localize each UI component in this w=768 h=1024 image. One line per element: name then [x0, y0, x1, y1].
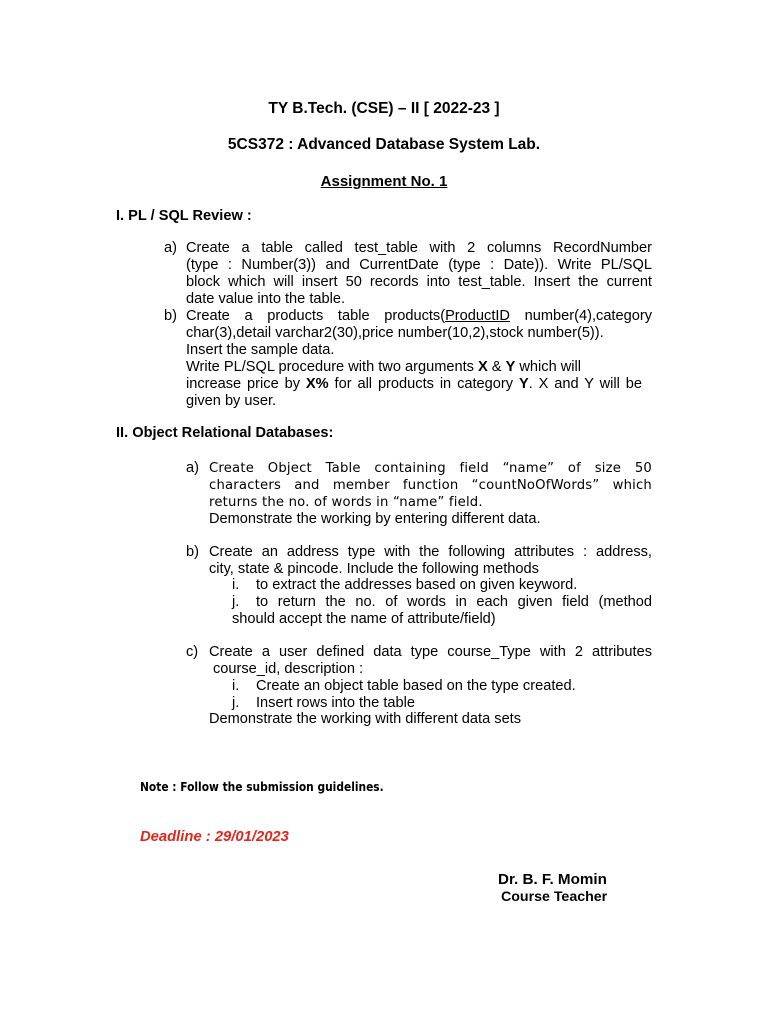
text-span: Write PL/SQL procedure with two arguments	[186, 359, 479, 375]
item-text-line: should accept the name of attribute/field)	[232, 611, 496, 627]
item-text-line: characters and member function “countNoOfWords” which	[209, 478, 652, 493]
item-text-line: Create a table called test_table with 2 columns RecordNumber	[186, 240, 652, 256]
item-text-line	[186, 308, 652, 325]
submission-note: Note : Follow the submission guidelines.	[140, 779, 384, 794]
item-marker: b)	[164, 308, 177, 324]
sub-marker: i.	[232, 577, 240, 593]
sub-marker: j.	[232, 695, 240, 711]
program-title: TY B.Tech. (CSE) – II [ 2022-23 ]	[268, 100, 500, 117]
item-text-line: date value into the table.	[186, 291, 346, 307]
sub-marker: j.	[232, 594, 240, 610]
text-span: &	[487, 359, 506, 375]
sub-marker: i.	[232, 678, 240, 694]
item-text-line: Create a user defined data type course_Type with 2 attributes	[209, 644, 652, 660]
item-text-line	[186, 376, 642, 393]
item-text-line: to return the no. of words in each given field (method	[256, 594, 652, 610]
text-span: increase price by	[186, 376, 306, 392]
item-text-line: (type : Number(3)) and CurrentDate (type : Date)). Write PL/SQL	[186, 257, 652, 273]
item-text-line: city, state & pincode. Include the following methods	[209, 561, 539, 577]
bold-x-percent: X%	[305, 376, 329, 392]
bold-x: X	[478, 359, 488, 375]
bold-y: Y	[505, 359, 516, 375]
bold-y: Y	[518, 376, 529, 392]
section1-heading: I. PL / SQL Review :	[116, 208, 252, 224]
item-text-line: Create Object Table containing field “name” of size 50	[209, 461, 652, 476]
text-span: Create a products table products(	[186, 308, 446, 324]
product-id-underlined: ProductID	[445, 308, 510, 324]
item-text-line: to extract the addresses based on given keyword.	[256, 577, 578, 593]
section2-heading: II. Object Relational Databases:	[116, 425, 334, 441]
text-span: for all products in category	[328, 376, 519, 392]
text-span: number(4),category	[509, 308, 652, 324]
item-marker: a)	[164, 240, 177, 256]
item-text-line: given by user.	[186, 393, 277, 409]
item-marker: a)	[186, 460, 199, 476]
item-text-line: Create an object table based on the type created.	[256, 678, 576, 694]
teacher-name: Dr. B. F. Momin	[498, 871, 607, 888]
item-text-line	[186, 359, 581, 376]
item-text-line: course_id, description :	[213, 661, 364, 677]
teacher-role: Course Teacher	[501, 889, 608, 905]
item-text-line: Insert rows into the table	[256, 695, 415, 711]
item-text-line: Create an address type with the following attributes : address,	[209, 544, 652, 560]
deadline: Deadline : 29/01/2023	[140, 829, 289, 845]
item-text-line: block which will insert 50 records into test_table. Insert the current	[186, 274, 652, 290]
item-marker: c)	[186, 644, 199, 660]
item-text-line: char(3),detail varchar2(30),price number(10,2),stock number(5)).	[186, 325, 604, 341]
text-span: which will	[515, 359, 582, 375]
item-text-line: Insert the sample data.	[186, 342, 335, 358]
item-marker: b)	[186, 544, 199, 560]
item-text-line: returns the no. of words in “name” field.	[209, 495, 483, 510]
text-span: . X and Y will be	[528, 376, 643, 392]
assignment-title: Assignment No. 1	[320, 173, 448, 190]
item-text-line: Demonstrate the working by entering different data.	[209, 511, 541, 527]
item-text-line: Demonstrate the working with different data sets	[209, 711, 522, 727]
course-title: 5CS372 : Advanced Database System Lab.	[227, 136, 541, 153]
